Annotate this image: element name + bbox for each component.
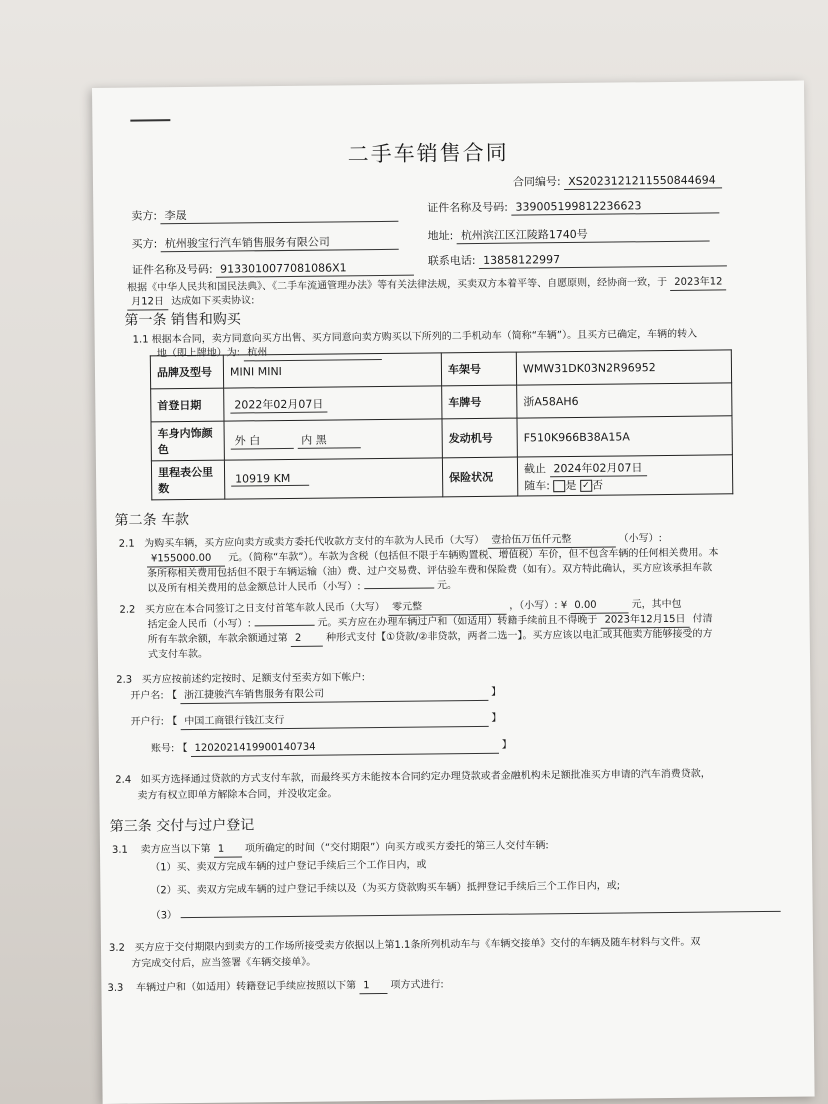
intro-line-2: 月12日 达成如下买卖协议: [127, 294, 254, 310]
phone-row: 联系电话: 13858122997 [428, 251, 727, 269]
brand-value: MINI MINI [223, 353, 441, 388]
clause-2-3-line-1: 2.3 买方应按前述约定按时、足额支付至卖方如下帐户: [116, 672, 366, 686]
reg-cell: 2022年02月07日 [224, 386, 442, 421]
checkbox-yes [553, 480, 565, 492]
plate-label: 车牌号 [442, 385, 517, 419]
engine-value: F510K966B38A15A [517, 416, 732, 457]
address-row: 地址: 杭州滨江区江陵路1740号 [428, 227, 710, 245]
contract-title: 二手车销售合同 [347, 140, 509, 167]
mileage-cell: 10919 KM [224, 458, 442, 499]
mileage-label: 里程表公里数 [151, 460, 224, 500]
vehicle-table [150, 349, 733, 500]
clause-3-3-line-1: 3.3 车辆过户和（如适用）转籍登记手续应按照以下第 1 项方式进行: [107, 979, 444, 994]
clause-3-1-option-2: （2）买、卖双方完成车辆的过户登记手续以及（为买方贷款购买车辆）抵押登记手续后三个工作日内，或; [150, 880, 621, 897]
top-dash [130, 119, 170, 121]
table-row [151, 455, 732, 500]
color-label: 车身内饰颜色 [151, 421, 224, 461]
intro-line-1: 根据《中华人民共和国民法典》、《二手车流通管理办法》等有关法律法规，买卖双方本着平等、自愿原则，经协商一致，于 2023年12 [127, 275, 726, 296]
article-2-title: 第二条 车款 [114, 512, 190, 529]
clause-3-1-line-1: 3.1 卖方应当以下第 1 项所确定的时间（“交付期限”）向买方或买方委托的第三人交付车辆: [111, 840, 549, 856]
insurance-cell: 截止 2024年02月07日 随车: 是 ✓ 否 [517, 455, 732, 496]
account-name-row: 开户名: 【 浙江捷骏汽车销售服务有限公司 】 [130, 686, 501, 705]
clause-2-1-line-4: 以及所有相关费用的总金额总计人民币（小写）: 元。 [147, 580, 458, 595]
color-cell: 外 白 内 黑 [224, 419, 442, 460]
article-3-title: 第三条 交付与过户登记 [109, 817, 255, 835]
seller-id-row: 证件名称及号码: 339005199812236623 [427, 198, 719, 216]
clause-3-1-option-3: （3） [151, 903, 781, 924]
buyer-row: 买方: 杭州骏宝行汽车销售服务有限公司 [132, 235, 399, 253]
clause-3-1-option-1: （1）买、卖双方完成车辆的过户登记手续后三个工作日内，或 [150, 859, 427, 874]
clause-1-1-line-1: 1.1 根据本合同，卖方同意向买方出售、买方同意向卖方购买以下所列的二手机动车（简称“车辆”）。且买方已确定，车辆的转入 [132, 328, 698, 346]
clause-2-1-line-3: 条所称相关费用包括但不限于车辆运输（油）费、过户交易费、评估验车费和保险费（如有）。双方特此确认，买方应该承担车款 [147, 562, 713, 580]
clause-2-4-line-2: 卖方有权立即单方解除本合同，并没收定金。 [137, 788, 338, 802]
article-1-title: 第一条 销售和购买 [124, 311, 241, 329]
clause-2-2-line-2: 括定金人民币（小写）: 元。买方应在办理车辆过户和（如适用）转籍手续前且不得晚于 2023年12月15日 付清 [147, 613, 713, 631]
brand-label: 品牌及型号 [150, 355, 223, 389]
clause-3-2-line-1: 3.2 买方应于交付期限内到卖方的工作场所接受卖方依据以上第1.1条所列机动车与《车辆交接单》交付的车辆及随车材料与文件。双 [108, 936, 701, 954]
clause-1-1-line-2: 地（即上牌地）为: 杭州 [157, 345, 382, 362]
contract-no: 合同编号: XS20231212115508446​94 [513, 173, 722, 190]
reg-label: 首登日期 [151, 388, 224, 422]
plate-value: 浙A58AH6 [517, 383, 732, 418]
clause-3-2-line-2: 方完成交付后，应当签署《车辆交接单》。 [131, 956, 317, 970]
clause-2-2-line-3: 所有车款余额，车款余额通过第 2 种形式支付【①贷款/②非贷款，两者二选一】。买方应该以电汇或其他卖方能够接受的方 [147, 628, 713, 646]
account-no-row: 账号: 【 1202021419900140734 】 [151, 739, 512, 758]
table-row [151, 416, 732, 461]
insurance-label: 保险状况 [442, 457, 517, 497]
seller-row: 卖方: 李晟 [131, 207, 398, 225]
clause-2-2-line-1: 2.2 买方应在本合同签订之日支付首笔车款人民币（大写） 零元整 ，（小写）: ¥ 0.00 元，其中包 [119, 598, 682, 616]
vin-label: 车架号 [441, 352, 516, 386]
engine-label: 发动机号 [442, 418, 517, 458]
account-bank-row: 开户行: 【 中国工商银行钱江支行 】 [131, 712, 502, 731]
checkbox-no: ✓ [580, 479, 592, 491]
clause-2-4-line-1: 2.4 如买方选择通过贷款的方式支付车款，而最终买方未能按本合同约定办理贷款或者金融机构未足额批准买方申请的汽车消费贷款， [115, 768, 711, 786]
clause-2-1-line-2: ¥155000.00 元。（简称“车款”）。车款为含税（包括但不限于车辆购置税、增值税）车价，但不包含车辆的任何相关费用。本 [147, 546, 719, 567]
buyer-id-row: 证件名称及号码: 913301007708​1086X1 [132, 261, 414, 279]
contract-page [92, 81, 815, 1104]
vin-value: WMW31DK03N2R96952 [516, 350, 731, 385]
clause-2-2-line-4: 式支付车款。 [147, 648, 208, 661]
clause-2-1-line-1: 2.1 为购买车辆，买方应向卖方或卖方委托代收款方支付的车款为人民币（大写） 壹拾伍万伍仟元整 （小写）: [118, 533, 663, 550]
